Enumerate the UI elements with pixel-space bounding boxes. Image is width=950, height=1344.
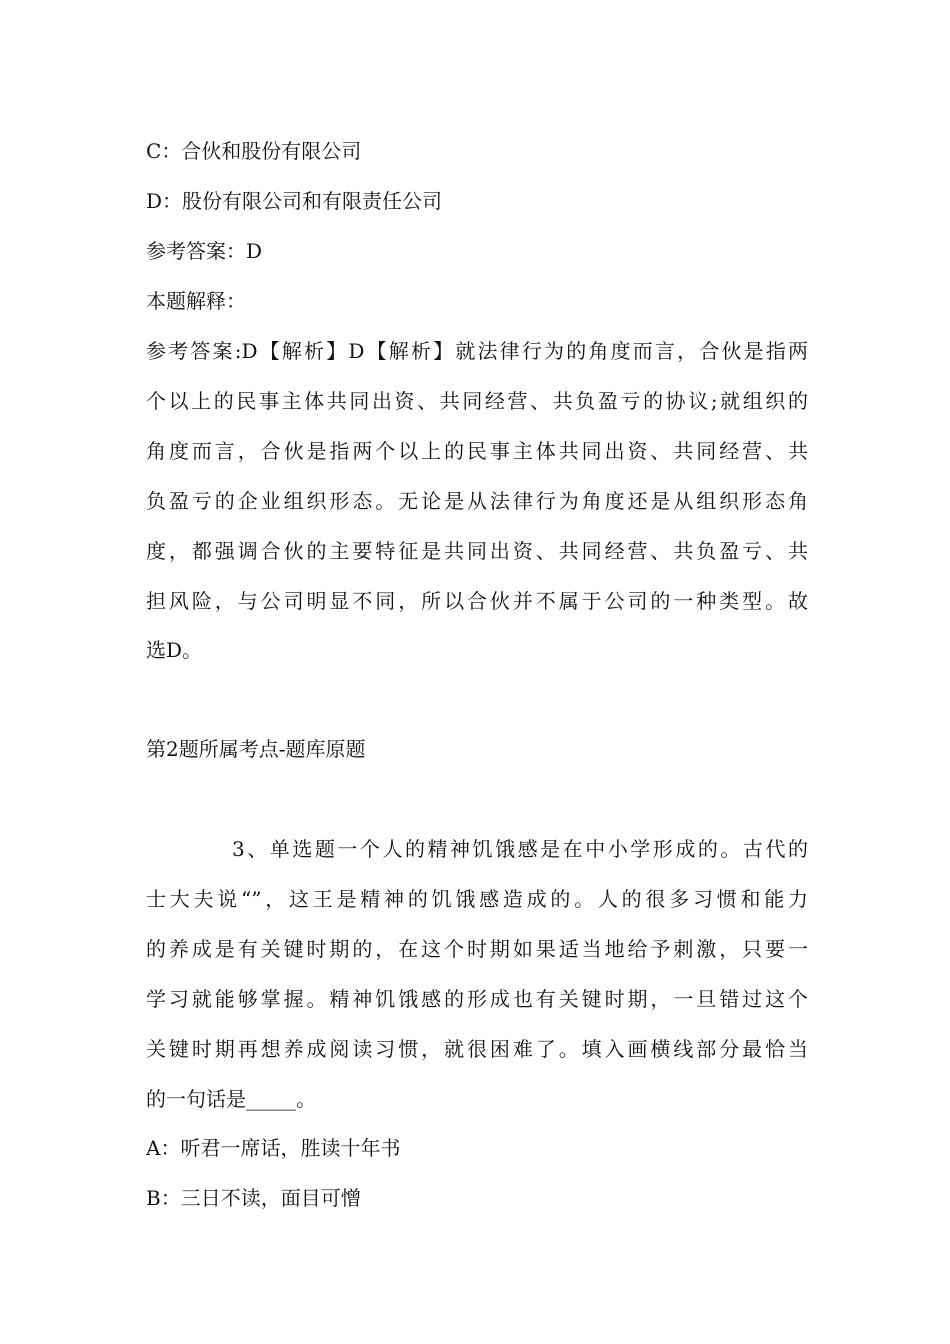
question-stem-line: 关键时期再想养成阅读习惯，就很困难了。填入画横线部分最恰当: [146, 1037, 808, 1061]
explanation-label: 本题解释：: [146, 289, 246, 313]
explanation-line: 参考答案:D【解析】D【解析】就法律行为的角度而言，合伙是指两: [146, 339, 808, 363]
explanation-line: 个以上的民事主体共同出资、共同经营、共负盈亏的协议;就组织的: [146, 389, 808, 413]
question-stem-line: 3、单选题一个人的精神饥饿感是在中小学形成的。古代的: [232, 837, 808, 861]
explanation-line: 度，都强调合伙的主要特征是共同出资、共同经营、共负盈亏、共: [146, 539, 808, 563]
explanation-line: 角度而言，合伙是指两个以上的民事主体共同出资、共同经营、共: [146, 439, 808, 463]
explanation-line: 选D。: [146, 638, 203, 662]
explanation-line: 担风险，与公司明显不同，所以合伙并不属于公司的一种类型。故: [146, 589, 808, 613]
question-stem-line: 的养成是有关键时期的，在这个时期如果适当地给予刺激，只要一: [146, 937, 808, 961]
option-a: A：听君一席话，胜读十年书: [146, 1136, 401, 1160]
question-stem-line: 士大夫说“”，这王是精神的饥饿感造成的。人的很多习惯和能力: [146, 887, 808, 911]
question-stem-line: 学习就能够掌握。精神饥饿感的形成也有关键时期，一旦错过这个: [146, 987, 808, 1011]
section-label: 第2题所属考点-题库原题: [146, 737, 366, 761]
option-d: D：股份有限公司和有限责任公司: [146, 189, 443, 213]
option-b: B：三日不读，面目可憎: [146, 1186, 361, 1210]
reference-answer: 参考答案：D: [146, 239, 263, 263]
option-c: C：合伙和股份有限公司: [146, 139, 362, 163]
explanation-line: 负盈亏的企业组织形态。无论是从法律行为角度还是从组织形态角: [146, 489, 808, 513]
question-stem-line: 的一句话是_____。: [146, 1087, 316, 1111]
